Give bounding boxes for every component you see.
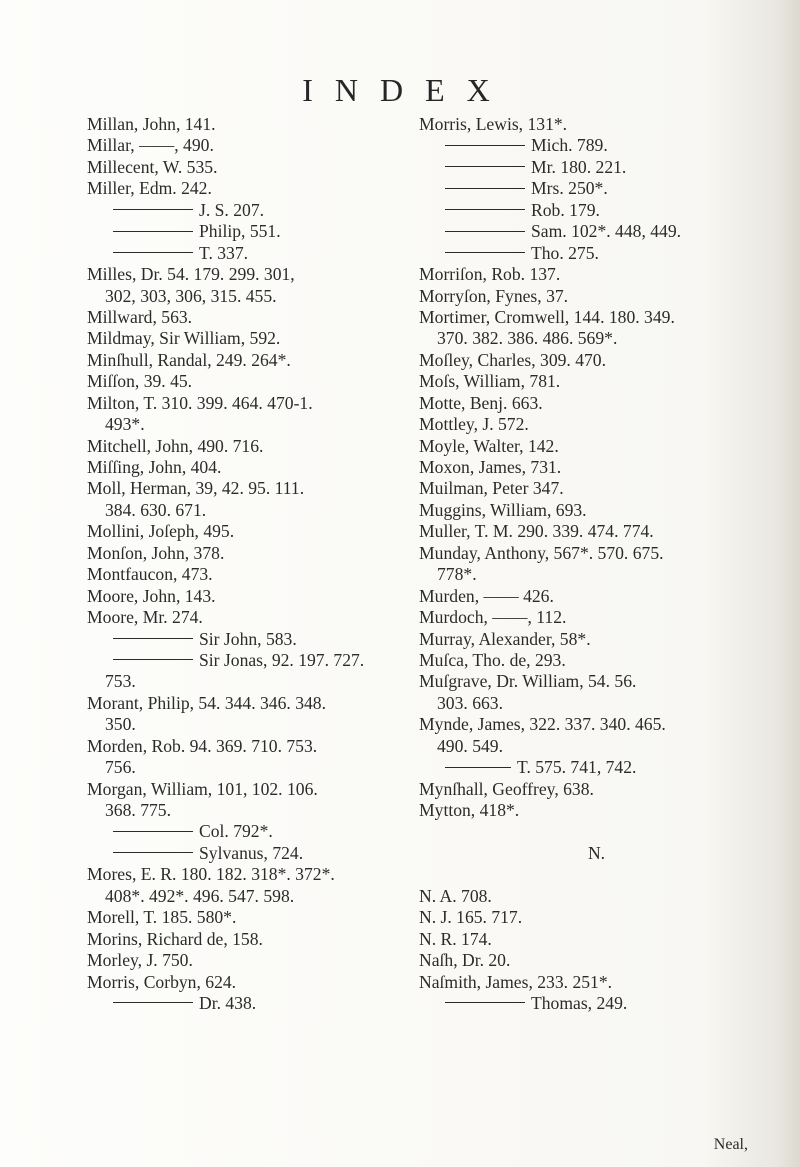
index-entry — [87, 671, 442, 692]
index-entry — [87, 478, 442, 499]
ditto-dash — [113, 852, 193, 853]
index-entry-text: Sir Jonas, 92. 197. 727. — [199, 649, 365, 670]
ditto-dash — [113, 252, 193, 253]
index-entry — [419, 993, 774, 1014]
index-entry-text: Rob. 179. — [531, 199, 600, 220]
index-entry-text: 756. — [105, 757, 136, 778]
index-entry — [87, 286, 442, 307]
index-entry-text: Moſley, Charles, 309. 470. — [419, 349, 606, 370]
index-entry-text: Muſca, Tho. de, 293. — [419, 649, 566, 670]
index-entry-text: T. 575. 741, 742. — [517, 757, 637, 778]
index-entry — [419, 671, 774, 692]
index-entry — [87, 500, 442, 521]
index-entry-text: Mores, E. R. 180. 182. 318*. 372*. — [87, 864, 335, 885]
index-entry-text: Milton, T. 310. 399. 464. 470-1. — [87, 392, 313, 413]
index-entry-text: Morris, Lewis, 131*. — [419, 114, 568, 134]
index-entry — [419, 500, 774, 521]
index-entry-text: Mich. 789. — [531, 135, 608, 156]
index-entry — [419, 350, 774, 371]
index-entry-text: Moyle, Walter, 142. — [419, 435, 559, 456]
catchword: Neal, — [713, 1136, 748, 1153]
index-entry — [419, 286, 774, 307]
index-column-right — [419, 114, 774, 1014]
index-entry-text: Murden, —— 426. — [419, 585, 554, 606]
index-entry-text: Millar, ——, 490. — [87, 135, 214, 156]
index-entry-text: Moore, John, 143. — [87, 585, 216, 606]
index-entry — [87, 521, 442, 542]
index-entry — [419, 907, 774, 928]
index-entry — [87, 607, 442, 628]
ditto-dash — [113, 1002, 193, 1003]
index-entry-text: Mollini, Joſeph, 495. — [87, 521, 235, 542]
index-entry-text: Naſh, Dr. 20. — [419, 950, 511, 971]
index-entry — [419, 543, 774, 564]
index-entry-text: Moſs, William, 781. — [419, 371, 561, 392]
index-entry — [87, 243, 442, 264]
index-entry — [419, 607, 774, 628]
index-entry — [419, 307, 774, 328]
index-entry-text: Mynſhall, Geoffrey, 638. — [419, 778, 594, 799]
index-entry — [419, 886, 774, 907]
ditto-dash — [445, 767, 511, 768]
index-entry-text: Morden, Rob. 94. 369. 710. 753. — [87, 735, 318, 756]
index-entry-text: N. — [587, 842, 606, 863]
index-entry — [419, 200, 774, 221]
index-entry-text: 493*. — [105, 414, 145, 435]
section-letter — [419, 843, 774, 864]
index-entry — [419, 436, 774, 457]
index-entry — [419, 714, 774, 735]
index-entry — [87, 328, 442, 349]
ditto-dash — [113, 231, 193, 232]
page-heading: INDEX — [302, 72, 512, 108]
index-entry — [419, 650, 774, 671]
index-entry-text: Moll, Herman, 39, 42. 95. 111. — [87, 478, 305, 499]
index-entry — [87, 371, 442, 392]
index-entry — [419, 693, 774, 714]
index-entry — [87, 114, 442, 135]
ditto-dash — [445, 252, 525, 253]
index-entry — [87, 393, 442, 414]
index-entry — [419, 757, 774, 778]
index-entry — [419, 779, 774, 800]
index-entry-text: Morriſon, Rob. 137. — [419, 264, 561, 285]
index-entry-text: Philip, 551. — [199, 221, 281, 242]
index-entry — [419, 629, 774, 650]
index-entry-text: Muller, T. M. 290. 339. 474. 774. — [419, 521, 654, 542]
index-entry-text: Moxon, James, 731. — [419, 457, 562, 477]
index-entry — [87, 972, 442, 993]
index-entry-text: Moore, Mr. 274. — [87, 607, 203, 628]
index-entry-text: Morris, Corbyn, 624. — [87, 971, 237, 992]
index-entry — [419, 157, 774, 178]
index-entry — [419, 800, 774, 821]
index-entry-text: 490. 549. — [437, 735, 503, 756]
index-entry — [419, 864, 774, 885]
index-entry — [87, 779, 442, 800]
ditto-dash — [113, 659, 193, 660]
index-entry — [87, 178, 442, 199]
index-entry-text: 303. 663. — [437, 692, 503, 713]
index-entry-text: Dr. 438. — [199, 992, 257, 1013]
index-entry-text: Murdoch, ——, 112. — [419, 607, 567, 628]
index-entry — [419, 114, 774, 135]
index-entry-text: Monſon, John, 378. — [87, 542, 225, 563]
index-entry — [87, 800, 442, 821]
index-entry — [87, 629, 442, 650]
index-entry — [419, 521, 774, 542]
index-entry-text: Mynde, James, 322. 337. 340. 465. — [419, 714, 666, 735]
index-entry — [419, 328, 774, 349]
index-entry-text: N. R. 174. — [419, 928, 492, 949]
index-entry — [87, 907, 442, 928]
index-entry-text: Tho. 275. — [531, 242, 599, 263]
ditto-dash — [445, 145, 525, 146]
index-entry — [419, 371, 774, 392]
index-entry — [419, 414, 774, 435]
index-entry-text: Miller, Edm. 242. — [87, 178, 212, 199]
index-entry-text: 384. 630. 671. — [105, 499, 207, 520]
index-entry — [87, 950, 442, 971]
index-entry-text: Muilman, Peter 347. — [419, 478, 564, 499]
ditto-dash — [445, 166, 525, 167]
index-entry — [87, 650, 442, 671]
index-entry — [87, 221, 442, 242]
index-entry — [87, 864, 442, 885]
index-entry — [419, 821, 774, 842]
index-entry — [87, 843, 442, 864]
index-entry — [87, 350, 442, 371]
index-entry — [419, 950, 774, 971]
index-entry-text: Mr. 180. 221. — [531, 156, 627, 177]
index-entry — [87, 929, 442, 950]
index-entry-text: 302, 303, 306, 315. 455. — [105, 285, 277, 306]
index-entry-text: Miſſon, 39. 45. — [87, 371, 193, 392]
index-entry-text: Millward, 563. — [87, 306, 193, 327]
ditto-dash — [445, 231, 525, 232]
index-entry — [87, 586, 442, 607]
index-entry-text: Mrs. 250*. — [531, 178, 608, 199]
index-entry-text: Mottley, J. 572. — [419, 414, 529, 435]
index-entry-text: 778*. — [437, 564, 477, 585]
index-entry-text: Murray, Alexander, 58*. — [419, 628, 591, 649]
index-entry — [419, 478, 774, 499]
index-entry — [87, 135, 442, 156]
index-entry-text: Col. 792*. — [199, 821, 273, 842]
index-entry-text: Morant, Philip, 54. 344. 346. 348. — [87, 692, 326, 713]
index-entry-text: Motte, Benj. 663. — [419, 392, 543, 413]
index-entry — [87, 264, 442, 285]
ditto-dash — [113, 831, 193, 832]
index-entry-text: Morgan, William, 101, 102. 106. — [87, 778, 318, 799]
index-entry — [87, 821, 442, 842]
index-entry — [87, 543, 442, 564]
index-entry — [87, 307, 442, 328]
index-entry — [419, 178, 774, 199]
index-entry — [419, 264, 774, 285]
index-entry — [87, 436, 442, 457]
index-entry-text: Morryſon, Fynes, 37. — [419, 285, 569, 306]
ditto-dash — [445, 1002, 525, 1003]
index-entry — [419, 135, 774, 156]
index-entry-text: Millecent, W. 535. — [87, 156, 218, 177]
ditto-dash — [113, 209, 193, 210]
index-entry — [87, 886, 442, 907]
index-entry-text: Sylvanus, 724. — [199, 842, 304, 863]
index-entry — [419, 564, 774, 585]
index-entry-text: Morley, J. 750. — [87, 950, 193, 971]
index-column-left — [87, 114, 442, 1014]
index-entry-text: Morins, Richard de, 158. — [87, 928, 263, 949]
index-entry-text: Muggins, William, 693. — [419, 499, 587, 520]
index-entry — [87, 714, 442, 735]
index-entry-text: Sir John, 583. — [199, 628, 297, 649]
ditto-dash — [445, 188, 525, 189]
index-entry-text: Sam. 102*. 448, 449. — [531, 221, 682, 242]
index-entry — [419, 929, 774, 950]
index-entry-text: T. 337. — [199, 242, 249, 263]
index-entry-text: Minſhull, Randal, 249. 264*. — [87, 349, 291, 370]
ditto-dash — [113, 638, 193, 639]
index-entry-text: 350. — [105, 714, 136, 735]
index-entry-text: Mitchell, John, 490. 716. — [87, 435, 264, 456]
index-entry — [87, 693, 442, 714]
index-entry — [87, 564, 442, 585]
index-entry-text: Munday, Anthony, 567*. 570. 675. — [419, 542, 664, 563]
index-entry — [419, 586, 774, 607]
index-entry-text: J. S. 207. — [199, 199, 265, 220]
index-entry — [87, 414, 442, 435]
index-entry — [87, 757, 442, 778]
index-entry-text: Muſgrave, Dr. William, 54. 56. — [419, 671, 637, 692]
index-entry-text: 753. — [105, 671, 136, 692]
index-entry — [419, 243, 774, 264]
index-entry — [87, 157, 442, 178]
index-entry — [419, 457, 774, 478]
index-entry-text: Mytton, 418*. — [419, 800, 520, 820]
index-entry-text: 368. 775. — [105, 800, 171, 820]
index-entry-text: Millan, John, 141. — [87, 114, 216, 134]
index-entry-text: Morell, T. 185. 580*. — [87, 907, 237, 928]
index-entry — [87, 736, 442, 757]
index-entry-text: N. J. 165. 717. — [419, 907, 523, 928]
index-entry — [419, 972, 774, 993]
index-entry — [419, 736, 774, 757]
index-entry-text: Naſmith, James, 233. 251*. — [419, 971, 613, 992]
index-entry — [419, 221, 774, 242]
index-entry — [419, 393, 774, 414]
index-entry — [87, 457, 442, 478]
index-entry-text: 408*. 492*. 496. 547. 598. — [105, 885, 295, 906]
index-entry — [87, 993, 442, 1014]
index-entry-text: N. A. 708. — [419, 885, 492, 906]
index-entry-text: 370. 382. 386. 486. 569*. — [437, 328, 618, 349]
index-entry-text: Mildmay, Sir William, 592. — [87, 328, 281, 349]
index-entry-text: Montfaucon, 473. — [87, 564, 213, 585]
index-entry-text: Mortimer, Cromwell, 144. 180. 349. — [419, 306, 675, 327]
ditto-dash — [445, 209, 525, 210]
index-entry-text: Milles, Dr. 54. 179. 299. 301, — [87, 264, 295, 285]
index-entry — [87, 200, 442, 221]
index-entry-text: Thomas, 249. — [531, 992, 628, 1013]
index-entry-text: Miſſing, John, 404. — [87, 457, 222, 477]
